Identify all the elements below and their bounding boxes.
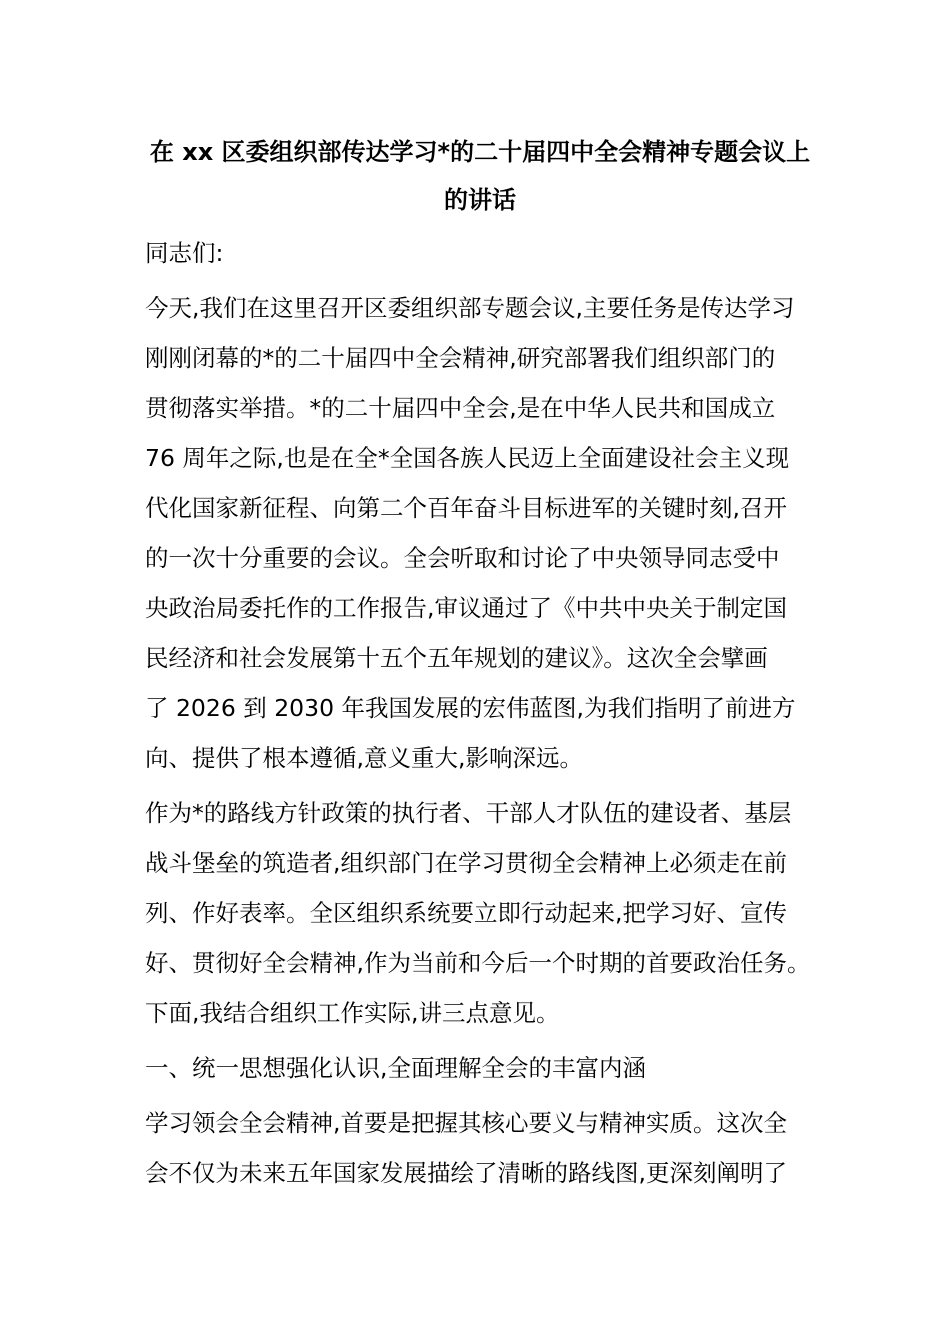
paragraph-line: 下面,我结合组织工作实际,讲三点意见。	[145, 999, 560, 1027]
section-heading-1	[145, 1043, 815, 1093]
paragraph-line: 会不仅为未来五年国家发展描绘了清晰的路线图,更深刻阐明了	[145, 1159, 787, 1187]
paragraph-role	[145, 788, 815, 1038]
paragraph-line: 战斗堡垒的筑造者,组织部门在学习贯彻全会精神上必须走在前	[145, 849, 787, 877]
paragraph-line: 贯彻落实举措。*的二十届四中全会,是在中华人民共和国成立	[145, 394, 776, 422]
paragraph-line: 刚刚闭幕的*的二十届四中全会精神,研究部署我们组织部门的	[145, 344, 776, 372]
title-line-1: 在 xx 区委组织部传达学习*的二十届四中全会精神专题会议上	[149, 138, 811, 166]
paragraph-line: 代化国家新征程、向第二个百年奋斗目标进军的关键时刻,召开	[145, 494, 787, 522]
paragraph-section-1	[145, 1098, 815, 1198]
paragraph-line: 了 2026 到 2030 年我国发展的宏伟蓝图,为我们指明了前进方	[145, 694, 796, 722]
paragraph-line: 民经济和社会发展第十五个五年规划的建议》。这次全会擘画	[145, 644, 768, 672]
paragraph-line: 作为*的路线方针政策的执行者、干部人才队伍的建设者、基层	[145, 799, 792, 827]
paragraph-line: 向、提供了根本遵循,意义重大,影响深远。	[145, 744, 583, 772]
paragraph-line: 今天,我们在这里召开区委组织部专题会议,主要任务是传达学习	[145, 294, 795, 322]
title-line-2: 的讲话	[444, 186, 516, 214]
document-title	[145, 128, 815, 224]
paragraph-intro	[145, 283, 815, 783]
paragraph-line: 好、贯彻好全会精神,作为当前和今后一个时期的首要政治任务。	[145, 949, 811, 977]
paragraph-line: 央政治局委托作的工作报告,审议通过了《中共中央关于制定国	[145, 594, 787, 622]
section-heading-text: 一、统一思想强化认识,全面理解全会的丰富内涵	[145, 1054, 646, 1082]
document-page	[145, 128, 815, 1198]
paragraph-line: 列、作好表率。全区组织系统要立即行动起来,把学习好、宣传	[145, 899, 787, 927]
paragraph-line: 的一次十分重要的会议。全会听取和讨论了中央领导同志受中	[145, 544, 780, 572]
paragraph-line: 学习领会全会精神,首要是把握其核心要义与精神实质。这次全	[145, 1109, 787, 1137]
salutation: 同志们:	[145, 239, 224, 267]
paragraph-line: 76 周年之际,也是在全*全国各族人民迈上全面建设社会主义现	[145, 444, 790, 472]
